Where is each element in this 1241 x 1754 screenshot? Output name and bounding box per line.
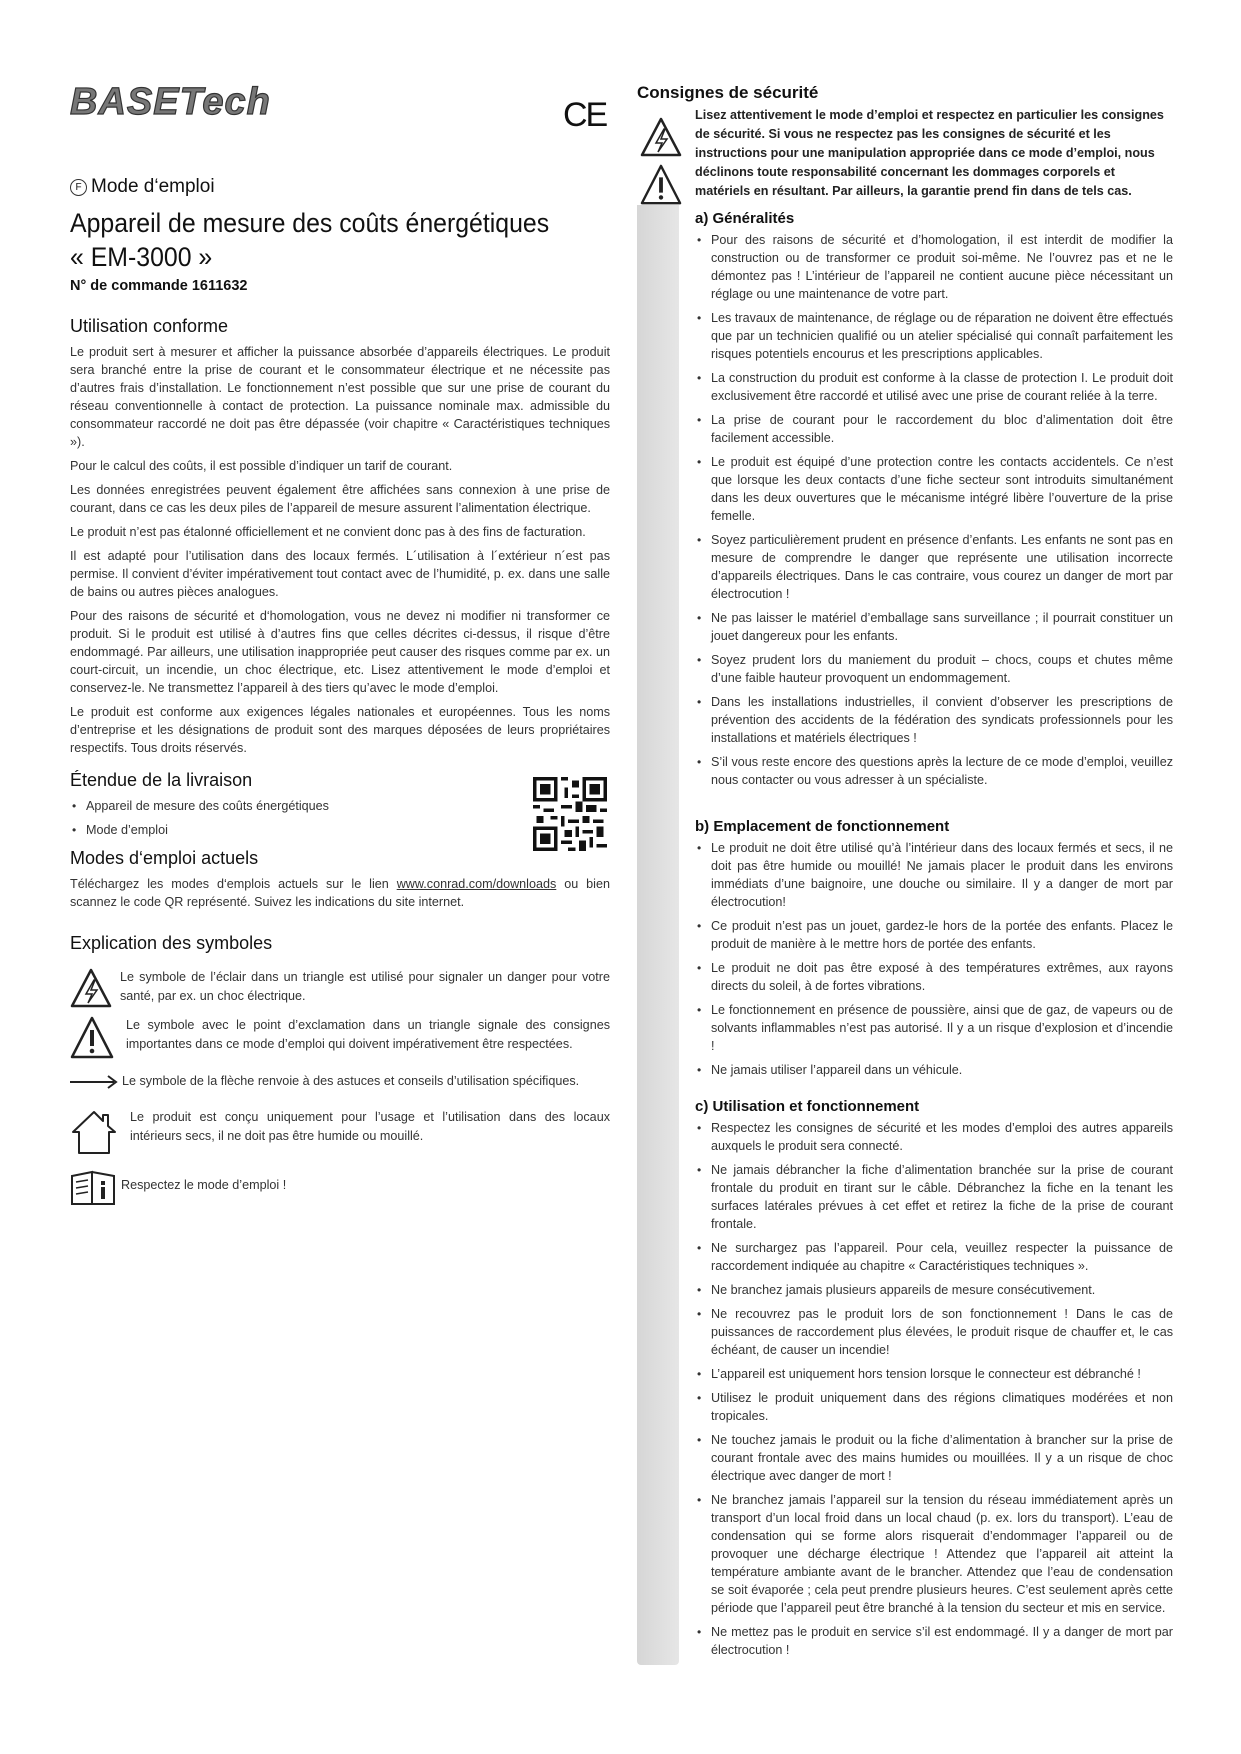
list-item: • La construction du produit est conforme à la classe de protection I. Le produit doit exclusivement être raccordé et utilisé avec une prise de courant reliée à la terre. — [695, 369, 1173, 405]
list-item: • Ne mettez pas le produit en service s’il est endommagé. Il y a danger de mort par électrocution ! — [695, 1623, 1173, 1659]
list-item: • Mode d’emploi — [70, 821, 510, 839]
language-badge: F — [70, 179, 87, 196]
section-heading: Utilisation conforme — [70, 316, 229, 336]
list-item: • Ne branchez jamais plusieurs appareils de mesure consécutivement. — [695, 1281, 1173, 1299]
section-livraison — [70, 770, 510, 845]
list-item: • Le produit est équipé d’une protection contre les contacts accidentels. Ce n’est que lorsque les deux contacts d’une fiche secteur sont introduits simultanément dans les deux ouvertures que le mécanisme intégré libère l’ouverture de la prise femelle. — [695, 453, 1173, 525]
section-heading: Étendue de la livraison — [70, 770, 253, 790]
list-item: • Utilisez le produit uniquement dans des régions climatiques modérées et non tropicales. — [695, 1389, 1173, 1425]
exclamation-triangle-icon — [70, 1016, 114, 1060]
list-item: • L’appareil est uniquement hors tension lorsque le connecteur est débranché ! — [695, 1365, 1173, 1383]
exclamation-triangle-icon — [640, 164, 682, 206]
downloads-link[interactable]: www.conrad.com/downloads — [396, 877, 557, 891]
paragraph: Le produit n’est pas étalonné officiellement et ne convient donc pas à des fins de facturation. — [70, 525, 586, 539]
safety-intro: Lisez attentivement le mode d’emploi et respectez en particulier les consignes de sécurité. Si vous ne respectez pas les consignes de sécurité et les instructions pour une manipulation appropriée dans ce mode d’emploi, nous déclinons toute responsabilité concernant les dommages corporels et matériels en résultant. Par ailleurs, la garantie prend fin dans de tels cas. — [695, 108, 1164, 198]
list-item: • Ne jamais débrancher la fiche d’alimentation branchée sur la prise de courant frontale du produit en tirant sur le câble. Débranchez la fiche en la tenant les surfaces latérales prévues à cet effet et retirez la fiche de la prise de courant frontale. — [695, 1161, 1173, 1233]
paragraph: Les données enregistrées peuvent également être affichées sans connexion à une prise de courant, dans ce cas les deux piles de l’appareil de mesure assurent l’alimentation électrique. — [70, 483, 610, 515]
modes-text: Téléchargez les modes d‘emplois actuels sur le lien — [70, 877, 397, 891]
symbol-text: Le symbole avec le point d’exclamation dans un triangle signale des consignes importantes dans ce mode d’emploi qui doivent impérativement être respectées. — [126, 1018, 610, 1051]
paragraph: Le produit est conforme aux exigences légales nationales et européennes. Tous les noms d’entreprise et les désignations de produit sont des marques déposées de leurs propriétaires respectifs. Tous droits réservés. — [70, 705, 610, 755]
symbol-text: Respectez le mode d’emploi ! — [121, 1178, 287, 1192]
section-generalites — [695, 210, 1173, 795]
paragraph: Il est adapté pour l’utilisation dans des locaux fermés. L´utilisation à l´extérieur n´est pas permise. Il convient d’éviter impérativement tout contact avec de l’humidité, p. ex. dans une salle de bains ou autres pièces analogues. — [70, 549, 610, 599]
list-item: • Les travaux de maintenance, de réglage ou de réparation ne doivent être effectués que par un technicien qualifié ou un atelier spécialisé qui connaît parfaitement les risques potentiels encourus et les prescriptions applicables. — [695, 309, 1173, 363]
list-item: • Soyez prudent lors du maniement du produit – chocs, coups et chutes même d’une faible hauteur provoquent un endommagement. — [695, 651, 1173, 687]
subsection-heading: a) Généralités — [695, 210, 795, 227]
list-item: • Ne branchez jamais l’appareil sur la tension du réseau immédiatement après un transport d’un local froid dans un local chaud (p. ex. lors du transport). L’eau de condensation qui se forme alors risquerait d’endommager l’appareil ou de provoquer une décharge électrique ! Attendez que l’appareil ait atteint la température ambiante avant de le brancher. Attendez que l’eau de condensation se soit évaporée ; cela peut prendre plusieurs heures. C’est seulement après cette période que l’appareil peut être branché à la tension du secteur et mis en service. — [695, 1491, 1173, 1617]
warning-icons — [640, 117, 682, 211]
list-item: • Ne pas laisser le matériel d’emballage sans surveillance ; il pourrait constituer un jouet dangereux pour les enfants. — [695, 609, 1173, 645]
list-item: • Ne jamais utiliser l’appareil dans un véhicule. — [695, 1061, 1173, 1079]
mode-label: Mode d‘emploi — [91, 176, 215, 197]
list-item: • La prise de courant pour le raccordement du bloc d’alimentation doit être facilement accessible. — [695, 411, 1173, 447]
list-item: • Ne recouvrez pas le produit lors de son fonctionnement ! Dans le cas de puissances de raccordement plus élevées, le produit risque de chauffer et, le cas échéant, de causer un incendie! — [695, 1305, 1173, 1359]
basetech-logo — [70, 82, 400, 122]
subsection-heading: c) Utilisation et fonctionnement — [695, 1098, 920, 1115]
section-modes — [70, 848, 610, 917]
list-item: • Ne touchez jamais le produit ou la fiche d’alimentation à brancher sur la prise de courant frontale avec des mains humides ou mouillées. Il y a un risque de choc électrique avec danger de mort ! — [695, 1431, 1173, 1485]
subsection-heading: b) Emplacement de fonctionnement — [695, 818, 950, 835]
list-item: • Le fonctionnement en présence de poussière, ainsi que de gaz, de vapeurs ou de solvants inflammables n’est pas autorisé. Il y a un risque d’explosion et d’incendie ! — [695, 1001, 1173, 1055]
logo-text: BASETech — [70, 82, 271, 122]
list-item: • Appareil de mesure des coûts énergétiques — [70, 797, 510, 815]
section-emplacement — [695, 818, 1173, 1085]
list-item: • Le produit ne doit être utilisé qu’à l’intérieur dans des locaux fermés et secs, il ne doit pas être humide ou mouillé! Ne jamais placer le produit dans les environs immédiats d’une baignoire, une douche ou similaire. Il y a danger de mort par électrocution! — [695, 839, 1173, 911]
list-item: • Respectez les consignes de sécurité et les modes d’emploi des autres appareils auxquels le produit sera connecté. — [695, 1119, 1173, 1155]
symbol-manual-row — [70, 1170, 610, 1210]
symbol-text: Le symbole de l’éclair dans un triangle est utilisé pour signaler un danger pour votre santé, par ex. un choc électrique. — [120, 970, 610, 1003]
lightning-triangle-icon — [640, 117, 682, 157]
page-title — [70, 206, 567, 274]
qr-code[interactable] — [533, 777, 607, 851]
list-item: • Dans les installations industrielles, il convient d’observer les prescriptions de prévention des accidents de la fédération des syndicats professionnels pour les installations et matériels électriques ! — [695, 693, 1173, 747]
house-icon — [70, 1108, 118, 1156]
section-heading: Explication des symboles — [70, 933, 273, 953]
symbol-text: Le symbole de la flèche renvoie à des astuces et conseils d’utilisation spécifiques. — [122, 1074, 580, 1088]
section-heading: Modes d‘emploi actuels — [70, 848, 259, 868]
list-item: • Soyez particulièrement prudent en présence d’enfants. Les enfants ne sont pas en mesure de comprendre le danger que représente une utilisation incorrecte d’appareils électriques. Dans le cas contraire, vous courez un danger de mort par électrocution ! — [695, 531, 1173, 603]
arrow-right-icon — [70, 1074, 118, 1090]
consignes-heading: Consignes de sécurité — [637, 83, 819, 102]
list-item: • Ce produit n’est pas un jouet, gardez-le hors de la portée des enfants. Placez le produit de manière à le mettre hors de portée des enfants. — [695, 917, 1173, 953]
manual-info-icon — [70, 1170, 116, 1206]
symbol-arrow-row — [70, 1072, 610, 1092]
ce-mark: CE — [563, 96, 607, 134]
side-bar — [637, 205, 679, 1665]
title-line-2: « EM-3000 » — [70, 242, 213, 272]
symbol-exclamation-row — [70, 1016, 610, 1064]
symbol-text: Le produit est conçu uniquement pour l’usage et l’utilisation dans des locaux intérieurs secs, il ne doit pas être humide ou mouillé. — [130, 1110, 610, 1143]
paragraph — [70, 875, 610, 911]
section-symboles — [70, 933, 610, 960]
title-line-1: Appareil de mesure des coûts énergétiques — [70, 208, 550, 238]
list-item: • Ne surchargez pas l’appareil. Pour cela, veuillez respecter la puissance de raccordement indiquée au chapitre « Caractéristiques techniques ». — [695, 1239, 1173, 1275]
paragraph: Pour des raisons de sécurité et d‘homologation, vous ne devez ni modifier ni transformer ce produit. Si le produit est utilisé à d’autres fins que celles décrites ci-dessus, il risque d’être endommagé. Par ailleurs, une utilisation inappropriée peut causer des risques comme par ex. un court-circuit, un incendie, un choc électrique, etc. Lisez attentivement le mode d’emploi et conservez-le. Ne transmettez l’appareil à des tiers qu’avec le mode d’emploi. — [70, 609, 610, 695]
list-item: • Le produit ne doit pas être exposé à des températures extrêmes, aux rayons directs du soleil, à de fortes vibrations. — [695, 959, 1173, 995]
paragraph: Le produit sert à mesurer et afficher la puissance absorbée d’appareils électriques. Le produit sera branché entre la prise de courant et le consommateur électrique et ne nécessite pas d’autres frais d’installation. Le fonctionnement n’est possible que sur une prise de courant du réseau conventionnelle à contact de protection. La puissance nominale max. admissible du consommateur raccordé ne doit pas être dépassée (voir chapitre « Caractéristiques techniques »). — [70, 345, 610, 449]
mode-label-line — [70, 176, 215, 198]
symbol-lightning-row — [70, 968, 610, 1014]
modes-text-after: ou bien scannez le code QR représenté. Suivez les indications du site internet. — [70, 877, 610, 909]
lightning-triangle-icon — [70, 968, 112, 1008]
paragraph: Pour le calcul des coûts, il est possible d’indiquer un tarif de courant. — [70, 459, 453, 473]
list-item: • Pour des raisons de sécurité et d’homologation, il est interdit de modifier la construction ou de transformer ce produit soi-même. Ne l’ouvrez pas et ne le démontez pas ! L’intérieur de l’appareil ne contient aucune pièce nécessitant un réglage ou une maintenance de votre part. — [695, 231, 1173, 303]
list-item: • S’il vous reste encore des questions après la lecture de ce mode d’emploi, veuillez nous contacter ou vous adresser à un spécialiste. — [695, 753, 1173, 789]
order-number: N° de commande 1611632 — [70, 278, 248, 294]
symbol-house-row — [70, 1108, 610, 1158]
section-utilisation — [70, 316, 610, 763]
section-utilisation-fonctionnement — [695, 1098, 1173, 1665]
